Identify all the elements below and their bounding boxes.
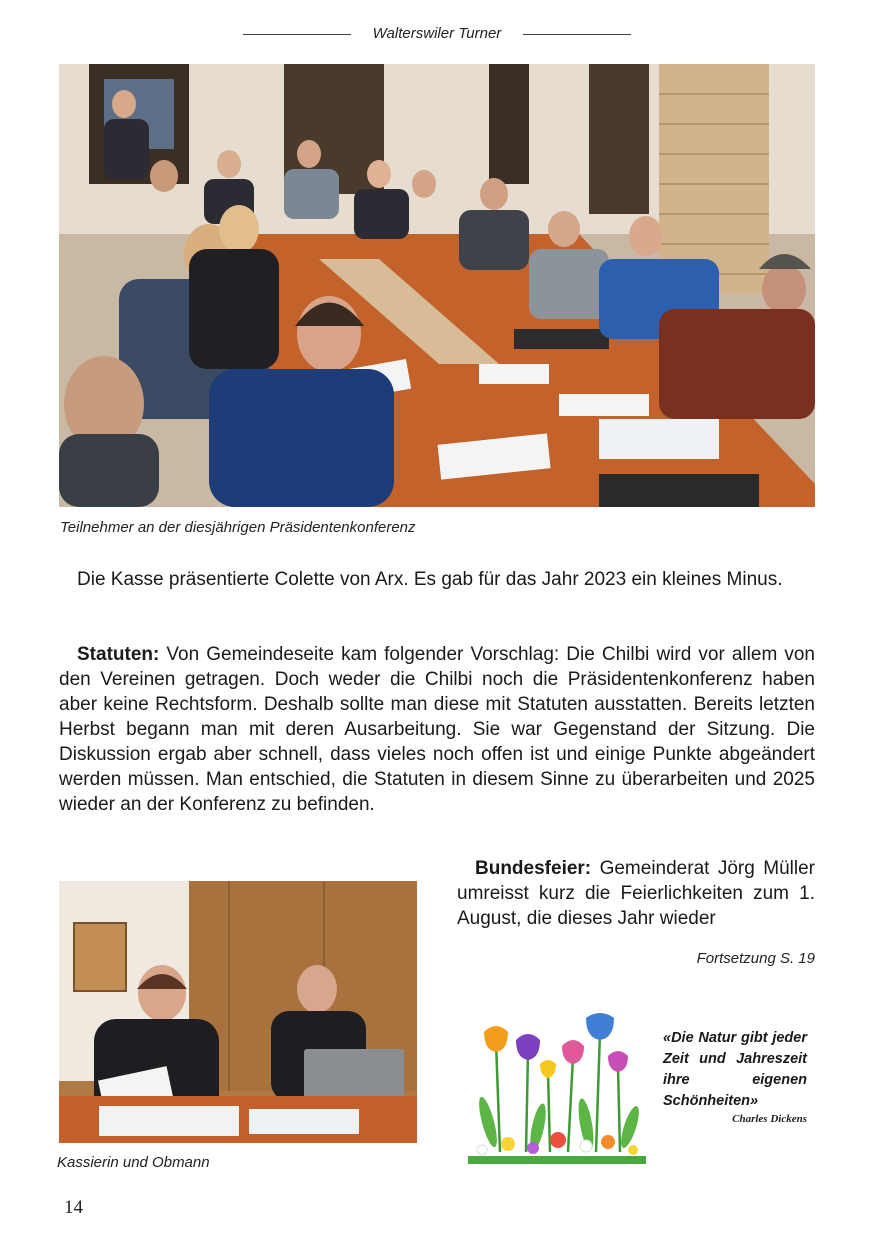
continuation-note: Fortsetzung S. 19 [696,950,815,967]
header-rule-left [243,34,351,35]
paragraph-kasse [59,567,815,592]
conference-photo [59,64,815,507]
statuten-text: Von Gemeindeseite kam folgender Vorschlag: Die Chilbi wird vor allem von den Vereinen getragen. Doch weder die Chilbi noch die Präsidentenkonferenz haben aber keine Rechtsform. Deshalb sollte man diese mit Statuten ausstatten. Bereits letzten Herbst begann man mit deren Ausarbeitung. Sie war Gegenstand der Sitzung. Die Diskussion ergab aber schnell, dass vieles noch offen ist und einige Punkte abgeändert werden müssen. Man entschied, die Statuten in diesem Sinne zu überarbeiten und 2025 wieder an der Konferenz zu befinden. [59,644,815,815]
statuten-heading: Statuten: [77,644,160,665]
bundesfeier-text: Gemeinderat Jörg Müller umreisst kurz die Feierlichkeiten zum 1. August, die dieses Jahr wieder [457,858,815,929]
photo-caption-top: Teilnehmer an der diesjährigen Präsidentenkonferenz [60,519,416,536]
page-header [0,24,875,44]
header-rule-right [523,34,631,35]
header-title: Walterswiler Turner [372,25,502,42]
photo-caption-bottom: Kassierin und Obmann [57,1154,210,1171]
bundesfeier-heading: Bundesfeier: [475,858,592,879]
nature-quote: «Die Natur gibt jeder Zeit und Jahreszeit ihre eigenen Schönheiten» [663,1030,807,1109]
quote-author: Charles Dickens [732,1113,807,1125]
paragraph-statuten [59,642,815,817]
treasurer-chairman-photo [59,881,417,1143]
paragraph-bundesfeier [457,856,815,931]
paragraph-kasse-text: Die Kasse präsentierte Colette von Arx. Es gab für das Jahr 2023 ein kleines Minus. [77,569,783,590]
tulips-illustration [468,1012,646,1164]
page-number: 14 [64,1197,83,1218]
